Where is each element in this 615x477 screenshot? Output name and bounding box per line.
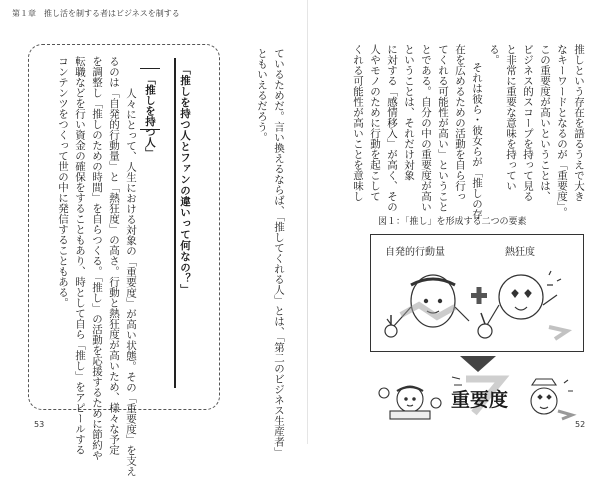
right-body-line-12: に対する「感情移入」が高く、その: [386, 44, 398, 212]
figure-caption: 図１：「推し」を形成する二つの要素: [378, 217, 527, 227]
right-body-line-4: ビジネス的スコープを持って見る: [522, 44, 534, 202]
character-left-icon: [385, 275, 469, 337]
box-line-4: 転職などを行い資金の確保をすることもあり、時として自ら「推し」をアピールする: [74, 56, 86, 455]
right-body-line-3: この重要度が高いということは、: [539, 44, 551, 202]
page-number-left: 53: [34, 420, 45, 429]
figure-panel: [370, 234, 584, 352]
box-title: 「推しを持つ人とファンの違いって何なの？」: [179, 64, 191, 295]
right-body-line-8: 在を広めるための活動を自ら行っ: [454, 44, 466, 202]
page-gutter: [307, 0, 308, 444]
character-result-right-icon: [531, 379, 573, 419]
box-line-5: コンテンツをつくって世の中に発信することもある。: [57, 56, 69, 308]
right-body-line-11: ということは、それだけ対象: [403, 44, 415, 181]
subhead: 「推しを持つ人」: [144, 74, 156, 158]
right-body-line-9: てくれる可能性が高い」ということ: [437, 44, 449, 212]
right-body-line-1: 推しという存在を語るうえで大き: [573, 44, 585, 202]
page-number-right: 52: [575, 420, 586, 429]
right-body-line-2: なキーワードとなるのが「重要度」。: [556, 44, 568, 218]
box-line-3: を調整し「推しのための時間」を自らつくる。「推し」の活動を応援するために節約や: [91, 56, 103, 461]
character-result-left-icon: [379, 386, 441, 419]
right-body-line-7: それは彼ら・彼女らが「推しの存: [471, 62, 483, 220]
running-head: 第１章 推し活を制する者はビジネスを制する: [12, 9, 180, 18]
left-body-line-1: ているためだ。言い換えるならば、「推してくれる人」とは、「第二のビジネス生産者」: [273, 48, 285, 458]
figure-label-importance: 重要度: [451, 389, 509, 411]
right-body-line-14: くれる可能性が高いことを意味し: [352, 44, 364, 202]
right-body-line-13: 人やモノのために行動を起こして: [369, 44, 381, 202]
figure-label-action: 自発的行動量: [383, 243, 447, 258]
plus-icon: [471, 287, 487, 304]
right-body-line-6: る。: [488, 44, 500, 65]
left-body-line-2: ともいえるだろう。: [256, 48, 268, 143]
figure-label-enthusiasm: 熱狂度: [503, 243, 537, 258]
right-body-line-5: と非常に重要な意味を持ってい: [505, 44, 517, 191]
box-line-1: 人々にとって、人生における対象の「重要度」が高い状態。その「重要度」を支え: [125, 88, 137, 477]
down-arrow-icon: [460, 356, 496, 372]
right-body-line-10: とである。自分の中の重要度が高い: [420, 44, 432, 212]
character-right-icon: [478, 271, 567, 339]
box-line-2: るのは「自発的行動量」と「熱狂度」の高さ。行動と熱狂度が高いため、様々な予定: [108, 56, 120, 455]
